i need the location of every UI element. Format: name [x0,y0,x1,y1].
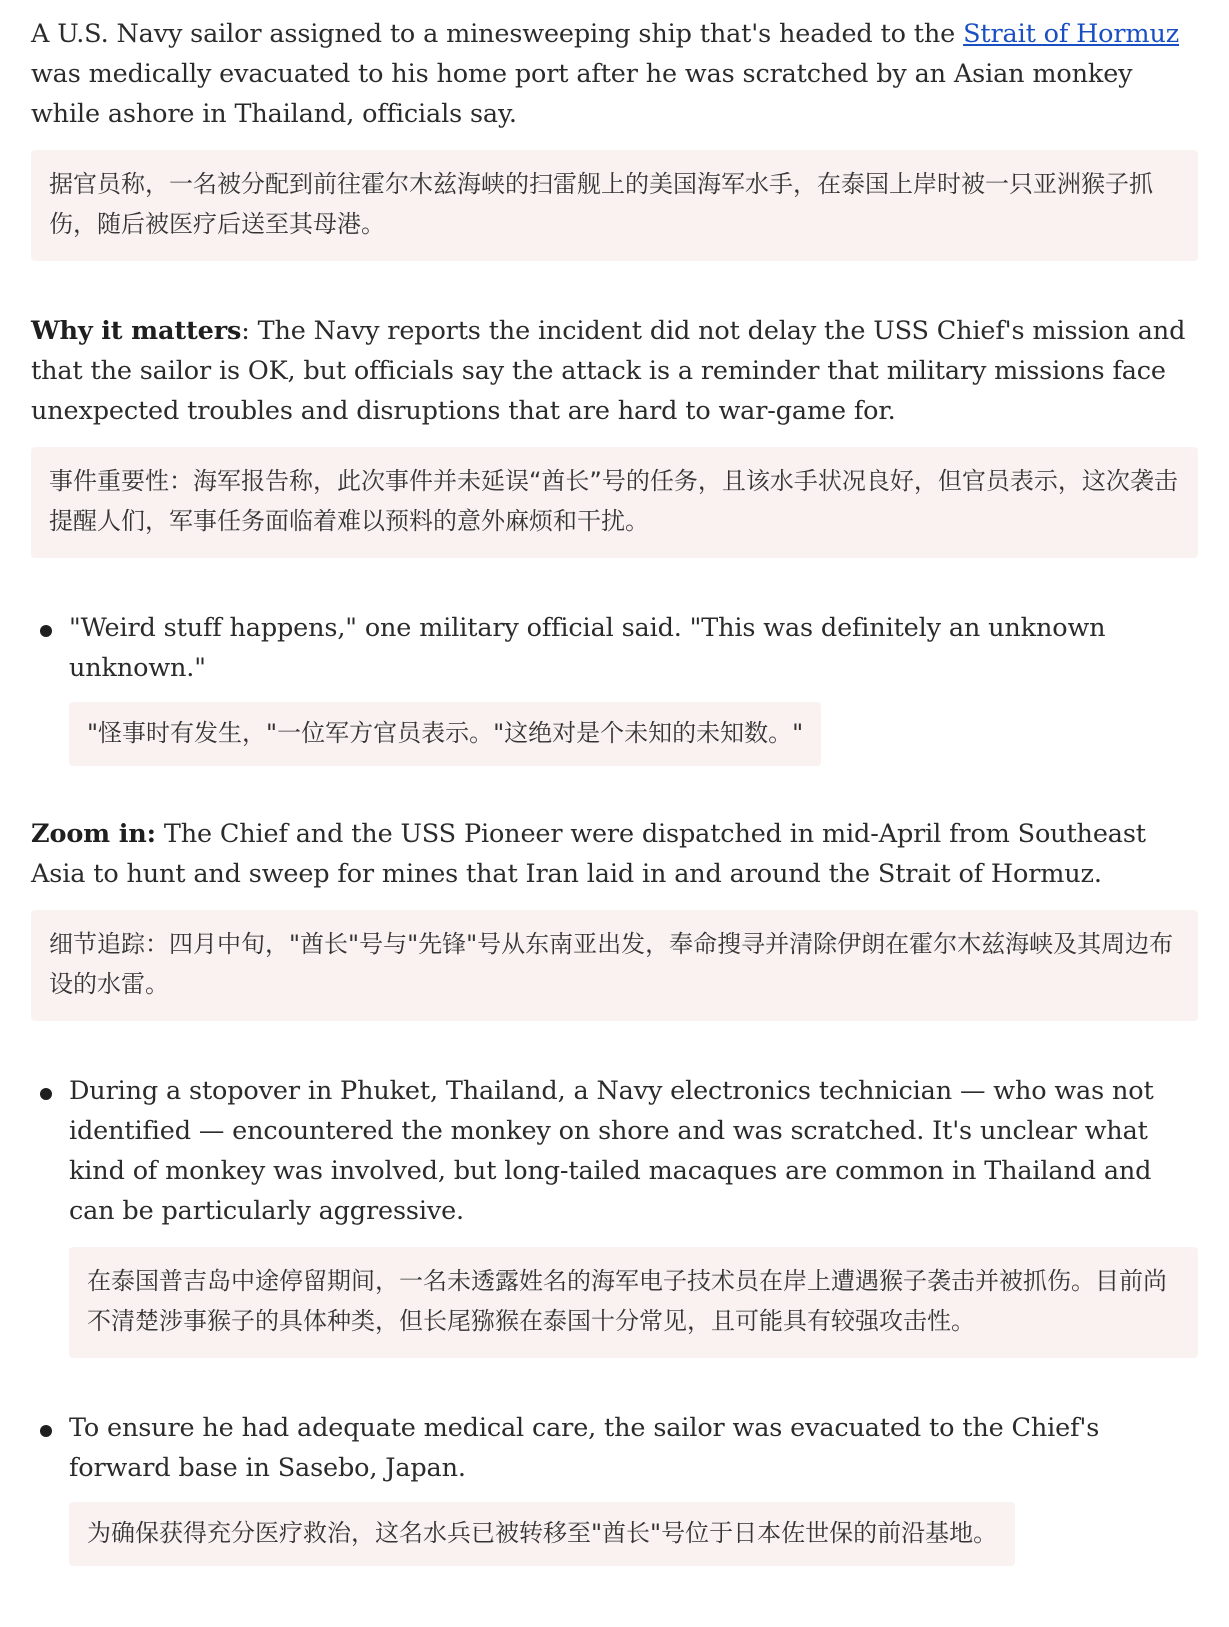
bullet-item-evacuated [31,1408,1198,1566]
why-it-matters-label: Why it matters [31,316,242,346]
bullet-text: "Weird stuff happens," one military official said. "This was definitely an unknown unknown." [69,613,1106,683]
why-it-matters-text: : The Navy reports the incident did not delay the USS Chief's mission and that the sailor is OK, but officials say the attack is a reminder that military missions face unexpected troubles and disruptions that are hard to war-game for. [31,316,1186,426]
zoom-in-paragraph [31,814,1198,894]
bullet-text: During a stopover in Phuket, Thailand, a Navy electronics technician — who was not identified — encountered the monkey on shore and was scratched. It's unclear what kind of monkey was involved, but long-tailed macaques are common in Thailand and can be particularly aggressive. [69,1076,1154,1226]
zoom-in-text: The Chief and the USS Pioneer were dispatched in mid-April from Southeast Asia to hunt and sweep for mines that Iran laid in and around the Strait of Hormuz. [31,819,1146,889]
bullet-dot-icon [40,1088,52,1100]
bullet-translation: 为确保获得充分医疗救治，这名水兵已被转移至"酋长"号位于日本佐世保的前沿基地。 [69,1502,1015,1566]
strait-of-hormuz-link[interactable]: Strait of Hormuz [963,19,1180,49]
article-body [31,14,1198,1566]
bullet-translation: 在泰国普吉岛中途停留期间，一名未透露姓名的海军电子技术员在岸上遭遇猴子袭击并被抓伤。目前尚不清楚涉事猴子的具体种类，但长尾猕猴在泰国十分常见，且可能具有较强攻击性。 [69,1247,1198,1358]
bullet-dot-icon [40,625,52,637]
intro-text-start: A U.S. Navy sailor assigned to a minesweeping ship that's headed to the [31,19,964,49]
bullet-dot-icon [40,1425,52,1437]
intro-text-end: was medically evacuated to his home port after he was scratched by an Asian monkey while ashore in Thailand, officials say. [31,59,1133,129]
bullet-text: To ensure he had adequate medical care, the sailor was evacuated to the Chief's forward base in Sasebo, Japan. [69,1413,1100,1483]
intro-translation: 据官员称，一名被分配到前往霍尔木兹海峡的扫雷舰上的美国海军水手，在泰国上岸时被一只亚洲猴子抓伤，随后被医疗后送至其母港。 [31,150,1198,261]
why-it-matters-translation: 事件重要性：海军报告称，此次事件并未延误“酋长”号的任务，且该水手状况良好，但官员表示，这次袭击提醒人们，军事任务面临着难以预料的意外麻烦和干扰。 [31,447,1198,558]
intro-paragraph [31,14,1198,134]
why-it-matters-paragraph [31,311,1198,431]
zoom-in-label: Zoom in: [31,819,156,849]
zoom-in-translation: 细节追踪：四月中旬，"酋长"号与"先锋"号从东南亚出发，奉命搜寻并清除伊朗在霍尔木兹海峡及其周边布设的水雷。 [31,910,1198,1021]
bullet-item-phuket [31,1071,1198,1358]
bullet-item-weird-stuff [31,608,1198,766]
bullet-translation: "怪事时有发生，"一位军方官员表示。"这绝对是个未知的未知数。" [69,702,821,766]
